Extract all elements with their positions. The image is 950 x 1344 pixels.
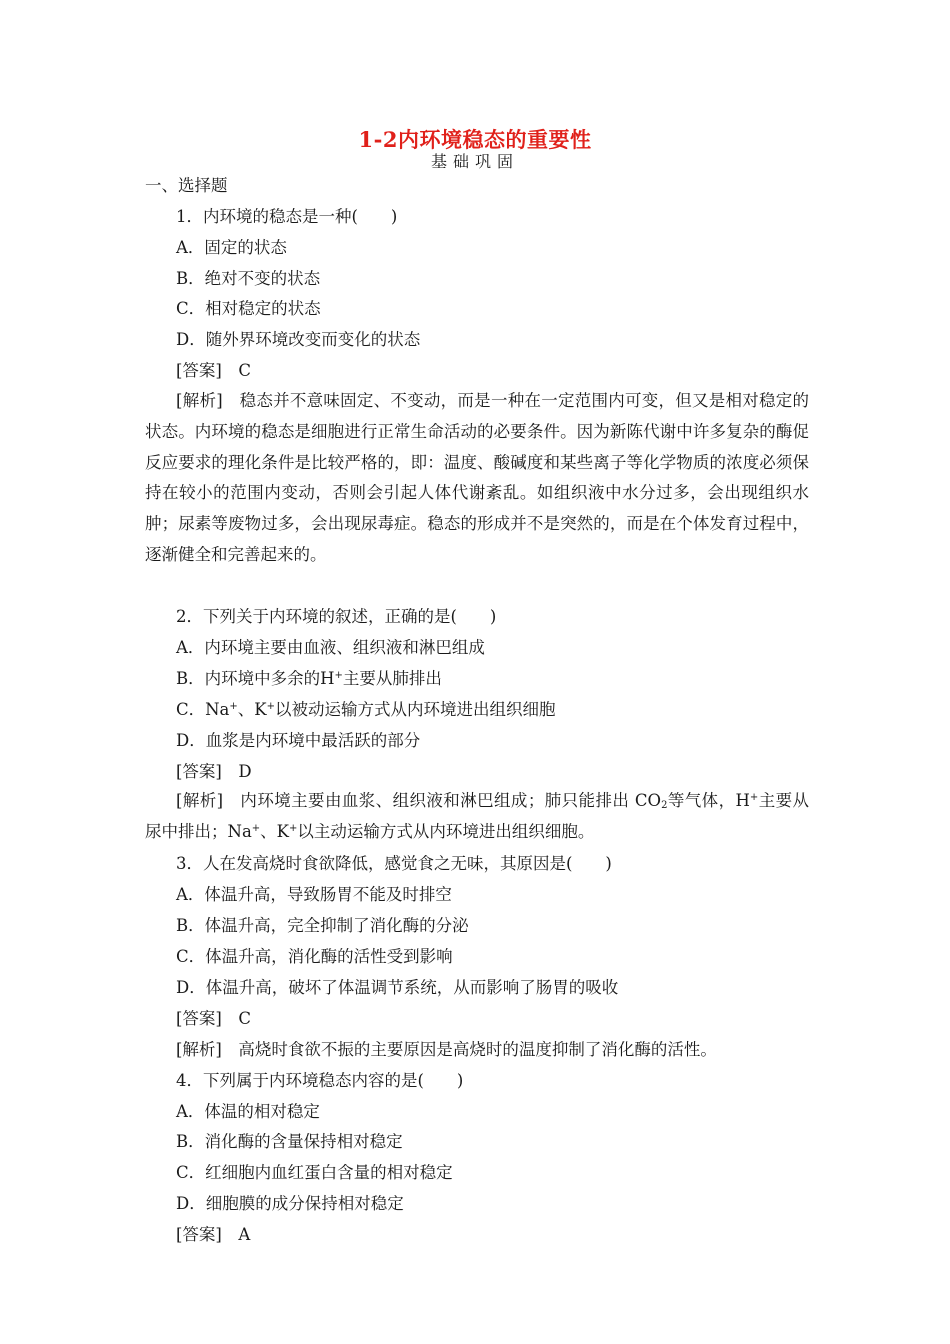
question-1-stem: 1．内环境的稳态是一种( )	[176, 207, 398, 226]
question-1-answer: [答案] C	[176, 361, 251, 380]
question-2-answer: [答案] D	[176, 762, 252, 781]
question-2-option-d: D．血浆是内环境中最活跃的部分	[176, 731, 421, 750]
document-title: 1-2内环境稳态的重要性	[358, 127, 592, 152]
question-3-answer: [答案] C	[176, 1009, 251, 1028]
question-1-option-a: A．固定的状态	[176, 238, 287, 257]
question-1-analysis: [解析] 稳态并不意味固定、不变动，而是一种在一定范围内可变，但又是相对稳定的状态。内环境的稳态是细胞进行正常生命活动的必要条件。因为新陈代谢中许多复杂的酶促反应要求的理化条件是比较严格的，即：温度、酸碱度和某些离子等化学物质的浓度必须保持在较小的范围内变动，否则会引起人体代谢紊乱。如组织液中水分过多，会出现组织水肿；尿素等废物过多，会出现尿毒症。稳态的形成并不是突然的，而是在个体发育过程中，逐渐健全和完善起来的。	[145, 391, 809, 564]
question-4-option-c: C．红细胞内血红蛋白含量的相对稳定	[176, 1163, 453, 1182]
question-4-option-a: A．体温的相对稳定	[176, 1102, 320, 1121]
question-4-stem: 4．下列属于内环境稳态内容的是( )	[176, 1071, 464, 1090]
question-3-stem: 3．人在发高烧时食欲降低，感觉食之无味，其原因是( )	[176, 854, 612, 873]
question-2-stem: 2．下列关于内环境的叙述，正确的是( )	[176, 607, 497, 626]
question-3-analysis: [解析] 高烧时食欲不振的主要原因是高烧时的温度抑制了消化酶的活性。	[176, 1040, 717, 1059]
question-4-option-b: B．消化酶的含量保持相对稳定	[176, 1132, 403, 1151]
question-1-option-d: D．随外界环境改变而变化的状态	[176, 330, 421, 349]
question-2-option-a: A．内环境主要由血液、组织液和淋巴组成	[176, 638, 485, 657]
question-3-option-d: D．体温升高，破坏了体温调节系统，从而影响了肠胃的吸收	[176, 978, 619, 997]
question-1-option-c: C．相对稳定的状态	[176, 299, 321, 318]
section-heading: 一、选择题	[145, 176, 228, 195]
question-4-answer: [答案] A	[176, 1225, 251, 1244]
question-3-option-b: B．体温升高，完全抑制了消化酶的分泌	[176, 916, 469, 935]
question-1-option-b: B．绝对不变的状态	[176, 269, 321, 288]
question-2-analysis: [解析] 内环境主要由血浆、组织液和淋巴组成；肺只能排出 $CO_2$等气体，H+主要从尿中排出；Na+、K+以主动运输方式从内环境进出组织细胞。	[145, 791, 810, 841]
question-3-option-a: A．体温升高，导致肠胃不能及时排空	[176, 885, 452, 904]
question-3-option-c: C．体温升高，消化酶的活性受到影响	[176, 947, 453, 966]
question-4-option-d: D．细胞膜的成分保持相对稳定	[176, 1194, 404, 1213]
question-2-option-c: C．Na+、K+以被动运输方式从内环境进出组织细胞	[176, 700, 556, 719]
question-2-option-b: B．内环境中多余的H+主要从肺排出	[176, 669, 442, 688]
section-subtitle: 基础巩固	[430, 152, 519, 171]
